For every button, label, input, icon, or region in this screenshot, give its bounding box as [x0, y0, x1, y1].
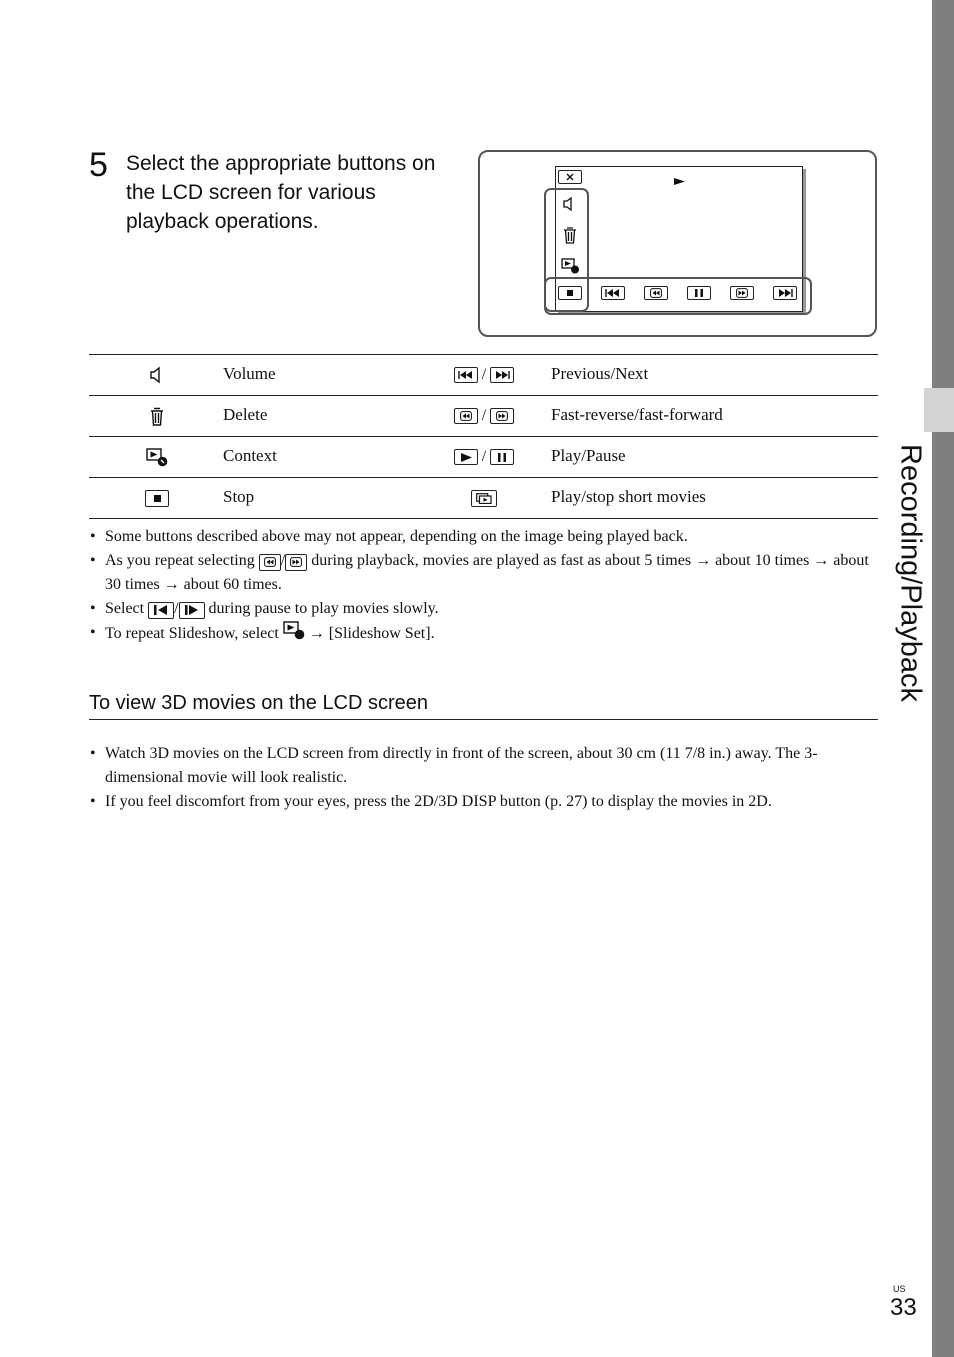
list-item: • To repeat Slideshow, select → [Slideshow Set].	[89, 621, 879, 646]
fast-reverse-icon	[259, 554, 281, 571]
table-label: Context	[223, 446, 277, 465]
stop-icon	[145, 487, 169, 509]
step-number: 5	[89, 146, 108, 184]
side-bar	[932, 0, 954, 1357]
arrow-icon: →	[813, 552, 830, 569]
page-number: 33	[890, 1294, 917, 1321]
table-row	[89, 354, 878, 395]
table-label: Previous/Next	[551, 364, 649, 383]
region-code: US	[893, 1284, 906, 1294]
arrow-icon: →	[163, 576, 180, 593]
table-row	[89, 436, 878, 477]
list-item: • Select / during pause to play movies slowly.	[89, 597, 879, 621]
play-indicator-icon	[674, 173, 685, 191]
separator: /	[481, 407, 487, 424]
side-tab-label: Recording/Playback	[894, 444, 927, 702]
fast-forward-icon	[490, 408, 514, 424]
arrow-icon: →	[308, 625, 325, 642]
slow-forward-icon	[179, 602, 205, 619]
separator: /	[481, 366, 487, 383]
separator: /	[481, 448, 487, 465]
bottom-buttons-highlight	[544, 277, 812, 315]
fast-reverse-icon	[454, 408, 478, 424]
table-row	[89, 477, 878, 519]
arrow-icon: →	[695, 552, 712, 569]
short-movies-icon	[471, 490, 497, 507]
table-label: Fast-reverse/fast-forward	[551, 405, 723, 424]
context-icon	[145, 446, 169, 468]
delete-icon	[145, 405, 169, 427]
table-label: Play/stop short movies	[551, 487, 706, 506]
pause-icon	[490, 449, 514, 465]
next-icon	[490, 367, 514, 383]
close-icon[interactable]	[558, 170, 582, 184]
fast-forward-icon	[285, 554, 307, 571]
list-item: • Watch 3D movies on the LCD screen from directly in front of the screen, about 30 cm (11 7/8 in.) away. The 3-dimensional movie will look realistic.	[89, 742, 879, 790]
notes-list	[89, 525, 879, 646]
section-notes-list	[89, 742, 879, 814]
play-icon	[454, 449, 478, 465]
table-label: Volume	[223, 364, 276, 383]
list-item: • If you feel discomfort from your eyes, press the 2D/3D DISP button (p. 27) to display the movies in 2D.	[89, 790, 879, 814]
side-tab-marker	[924, 388, 954, 432]
list-item: • Some buttons described above may not appear, depending on the image being played back.	[89, 525, 879, 549]
step-text: Select the appropriate buttons on the LCD screen for various playback operations.	[126, 152, 436, 233]
previous-icon	[454, 367, 478, 383]
volume-icon	[145, 364, 169, 386]
section-heading: To view 3D movies on the LCD screen	[89, 692, 878, 720]
list-item: • As you repeat selecting / during playback, movies are played as fast as about 5 times → about 10 times → about 30 times → about 60 times.	[89, 549, 879, 597]
table-label: Stop	[223, 487, 255, 506]
table-label: Play/Pause	[551, 446, 626, 465]
slow-reverse-icon	[148, 602, 174, 619]
table-row	[89, 395, 878, 436]
context-icon	[283, 621, 305, 640]
operations-table	[89, 354, 878, 519]
table-label: Delete	[223, 405, 268, 424]
